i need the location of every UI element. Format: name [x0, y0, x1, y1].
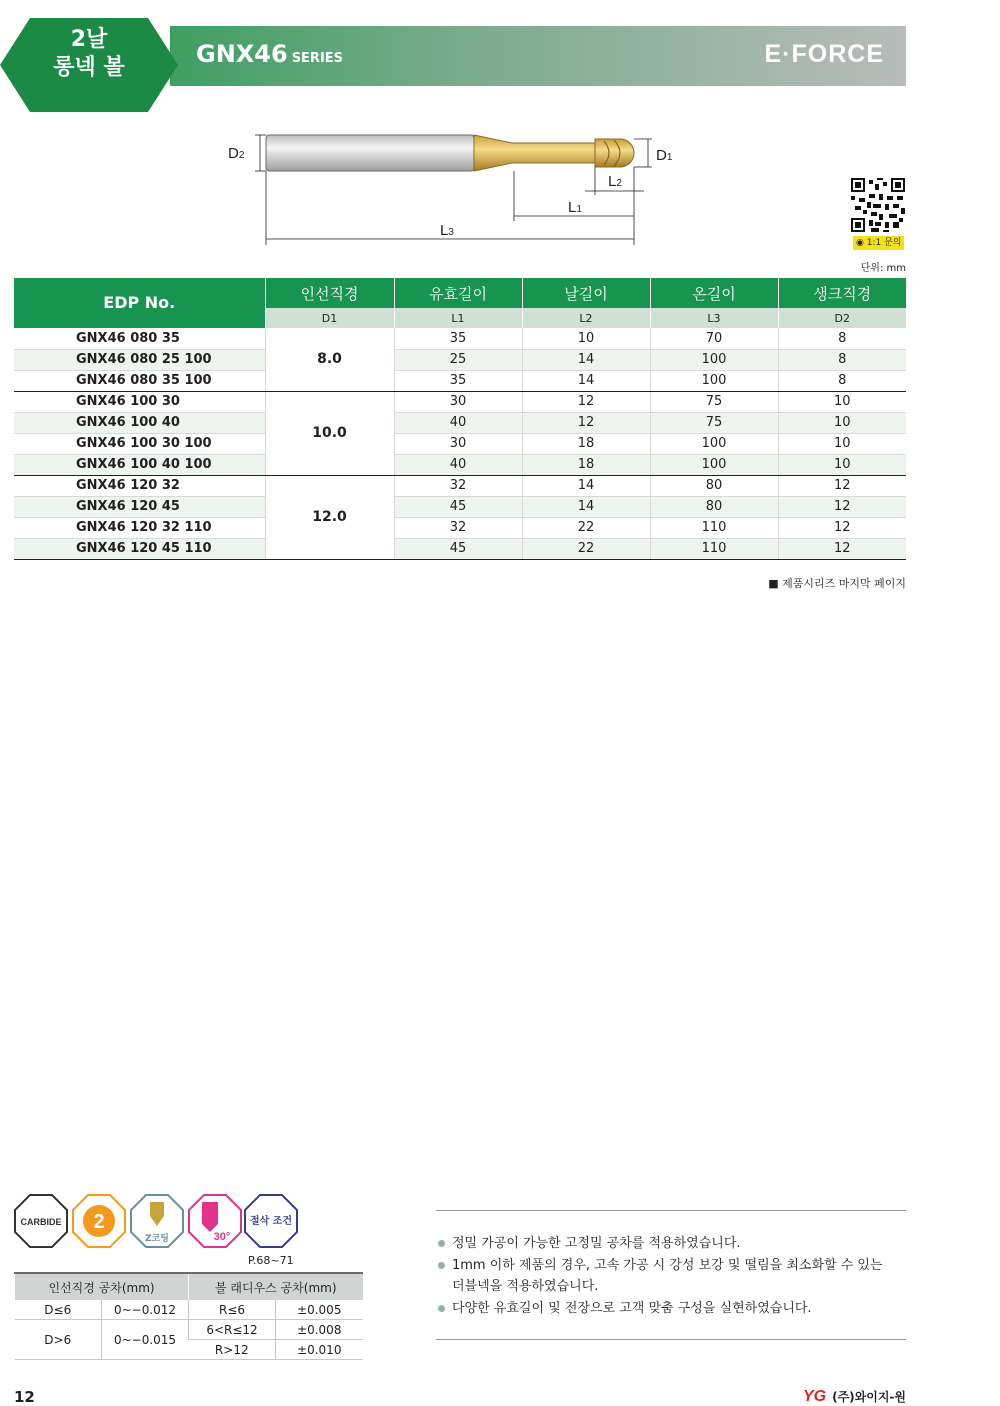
qr-code[interactable] — [851, 178, 905, 232]
label-l2: L2 — [608, 173, 622, 190]
cutting-diameter: 12.0 — [265, 475, 394, 559]
edp-number: GNX46 100 40 — [14, 412, 265, 433]
cell-l1: 32 — [394, 517, 522, 538]
series-title — [196, 40, 343, 68]
cell-l1: 35 — [394, 328, 522, 349]
inquiry-tag[interactable] — [853, 236, 904, 250]
feature-list — [436, 1233, 896, 1320]
edp-number: GNX46 120 32 110 — [14, 517, 265, 538]
header-d2-symbol: D2 — [778, 308, 906, 328]
page-number: 12 — [14, 1388, 35, 1406]
page-reference[interactable]: P.68~71 — [248, 1254, 294, 1267]
product-spec-table — [14, 278, 906, 560]
tolerance-table — [14, 1272, 363, 1360]
cell-d2: 8 — [778, 349, 906, 370]
edp-number: GNX46 120 45 — [14, 496, 265, 517]
header-d1-symbol: D1 — [265, 308, 394, 328]
coating-label: Z코팅 — [145, 1234, 169, 1244]
cutting-conditions-icon[interactable] — [244, 1194, 298, 1248]
unit-label: 단위: mm — [860, 263, 906, 274]
edp-number: GNX46 100 40 100 — [14, 454, 265, 475]
cell-d2: 12 — [778, 496, 906, 517]
two-flute-icon — [72, 1194, 126, 1248]
cell-l3: 100 — [650, 454, 778, 475]
cell-l3: 100 — [650, 433, 778, 454]
cell-l1: 45 — [394, 496, 522, 517]
cell-l3: 80 — [650, 475, 778, 496]
edp-number: GNX46 080 35 100 — [14, 370, 265, 391]
edp-number: GNX46 100 30 100 — [14, 433, 265, 454]
cell-l2: 22 — [522, 517, 650, 538]
yg-logo-mark: YG — [802, 1388, 827, 1405]
cell-l1: 45 — [394, 538, 522, 559]
features-box — [436, 1210, 906, 1340]
cell-l2: 12 — [522, 391, 650, 412]
company-logo — [803, 1388, 906, 1406]
label-d2: D2 — [228, 145, 245, 162]
cell-d2: 8 — [778, 370, 906, 391]
table-row — [14, 391, 906, 412]
table-row — [15, 1320, 363, 1340]
radius-tolerance: ±0.005 — [276, 1300, 363, 1320]
table-row — [14, 496, 906, 517]
cell-l2: 14 — [522, 370, 650, 391]
header-l1-label: 유효길이 — [394, 278, 522, 308]
brand-name: E·FORCE — [764, 40, 884, 68]
cell-l1: 35 — [394, 370, 522, 391]
cell-d2: 10 — [778, 391, 906, 412]
cell-l2: 12 — [522, 412, 650, 433]
tool-shank — [266, 135, 474, 171]
cell-l2: 14 — [522, 475, 650, 496]
last-page-note: ■ 제품시리즈 마지막 페이지 — [768, 577, 906, 590]
carbide-label: CARBIDE — [20, 1217, 62, 1227]
edp-number: GNX46 120 32 — [14, 475, 265, 496]
table-row — [14, 433, 906, 454]
edp-number: GNX46 080 25 100 — [14, 349, 265, 370]
radius-condition: R≤6 — [189, 1300, 276, 1320]
cell-l3: 100 — [650, 370, 778, 391]
table-row — [15, 1300, 363, 1320]
cell-l2: 10 — [522, 328, 650, 349]
header-l1-symbol: L1 — [394, 308, 522, 328]
cell-l3: 110 — [650, 538, 778, 559]
table-row — [14, 328, 906, 349]
tool-ball-head — [595, 139, 634, 167]
diameter-condition: D>6 — [15, 1320, 102, 1360]
cutting-diameter: 8.0 — [265, 328, 394, 391]
cell-l3: 75 — [650, 412, 778, 433]
cell-d2: 10 — [778, 412, 906, 433]
cell-l2: 18 — [522, 433, 650, 454]
cutting-label: 절삭 조건 — [249, 1216, 293, 1227]
cell-d2: 12 — [778, 538, 906, 559]
header-edp: EDP No. — [14, 278, 265, 328]
feature-item: 다양한 유효길이 및 전장으로 고객 맞춤 구성을 실현하였습니다. — [436, 1298, 896, 1319]
table-row — [14, 370, 906, 391]
cell-l1: 40 — [394, 412, 522, 433]
diameter-condition: D≤6 — [15, 1300, 102, 1320]
diameter-tolerance: 0~−0.015 — [102, 1320, 189, 1360]
z-coating-icon — [130, 1194, 184, 1248]
table-row — [14, 517, 906, 538]
cell-l1: 40 — [394, 454, 522, 475]
table-row — [14, 538, 906, 559]
label-l1: L1 — [568, 199, 582, 216]
cell-l3: 80 — [650, 496, 778, 517]
badge-line-type: 롱넥 볼 — [53, 55, 125, 80]
series-badge-text — [20, 26, 158, 82]
table-row — [14, 412, 906, 433]
series-code: GNX46 — [196, 40, 288, 68]
edp-number: GNX46 120 45 110 — [14, 538, 265, 559]
label-l3: L3 — [440, 222, 454, 239]
tool-neck — [474, 135, 595, 171]
cell-l1: 30 — [394, 433, 522, 454]
radius-tolerance: ±0.008 — [276, 1320, 363, 1340]
diameter-tolerance: 0~−0.012 — [102, 1300, 189, 1320]
header-d1-label: 인선직경 — [265, 278, 394, 308]
feature-item: 1mm 이하 제품의 경우, 고속 가공 시 강성 보강 및 떨림을 최소화할 수 있는 더블넥을 적용하였습니다. — [436, 1255, 896, 1297]
cell-d2: 8 — [778, 328, 906, 349]
cell-d2: 10 — [778, 433, 906, 454]
badge-line-flutes: 2날 — [70, 27, 108, 52]
radius-condition: R>12 — [189, 1340, 276, 1360]
chat-icon: ◉ — [856, 238, 864, 248]
cell-l2: 18 — [522, 454, 650, 475]
company-name: (주)와이지-원 — [832, 1390, 906, 1404]
cell-l2: 14 — [522, 349, 650, 370]
flute-count: 2 — [93, 1211, 105, 1233]
cell-l2: 22 — [522, 538, 650, 559]
helix-label: 30° — [213, 1231, 231, 1243]
cell-l1: 25 — [394, 349, 522, 370]
header-l3-label: 온길이 — [650, 278, 778, 308]
header-l2-label: 날길이 — [522, 278, 650, 308]
diameter-tolerance-header: 인선직경 공차(mm) — [15, 1273, 189, 1300]
tool-dimension-diagram — [200, 125, 680, 250]
header-l3-symbol: L3 — [650, 308, 778, 328]
cell-l1: 32 — [394, 475, 522, 496]
table-row — [14, 475, 906, 496]
cell-l1: 30 — [394, 391, 522, 412]
edp-number: GNX46 080 35 — [14, 328, 265, 349]
header-l2-symbol: L2 — [522, 308, 650, 328]
table-row — [14, 454, 906, 475]
series-suffix: SERIES — [291, 51, 344, 66]
inquiry-label: 1:1 문의 — [866, 238, 902, 248]
header-d2-label: 생크직경 — [778, 278, 906, 308]
cell-d2: 12 — [778, 475, 906, 496]
carbide-badge — [14, 1194, 68, 1248]
cell-d2: 10 — [778, 454, 906, 475]
radius-condition: 6<R≤12 — [189, 1320, 276, 1340]
cell-l2: 14 — [522, 496, 650, 517]
cutting-diameter: 10.0 — [265, 391, 394, 475]
table-row — [14, 349, 906, 370]
cell-l3: 110 — [650, 517, 778, 538]
edp-number: GNX46 100 30 — [14, 391, 265, 412]
radius-tolerance: ±0.010 — [276, 1340, 363, 1360]
cell-d2: 12 — [778, 517, 906, 538]
helix-angle-icon — [188, 1194, 242, 1248]
cell-l3: 100 — [650, 349, 778, 370]
radius-tolerance-header: 볼 래디우스 공차(mm) — [189, 1273, 363, 1300]
cell-l3: 70 — [650, 328, 778, 349]
label-d1: D1 — [656, 147, 673, 164]
cell-l3: 75 — [650, 391, 778, 412]
feature-item: 정밀 가공이 가능한 고정밀 공차를 적용하였습니다. — [436, 1233, 896, 1254]
